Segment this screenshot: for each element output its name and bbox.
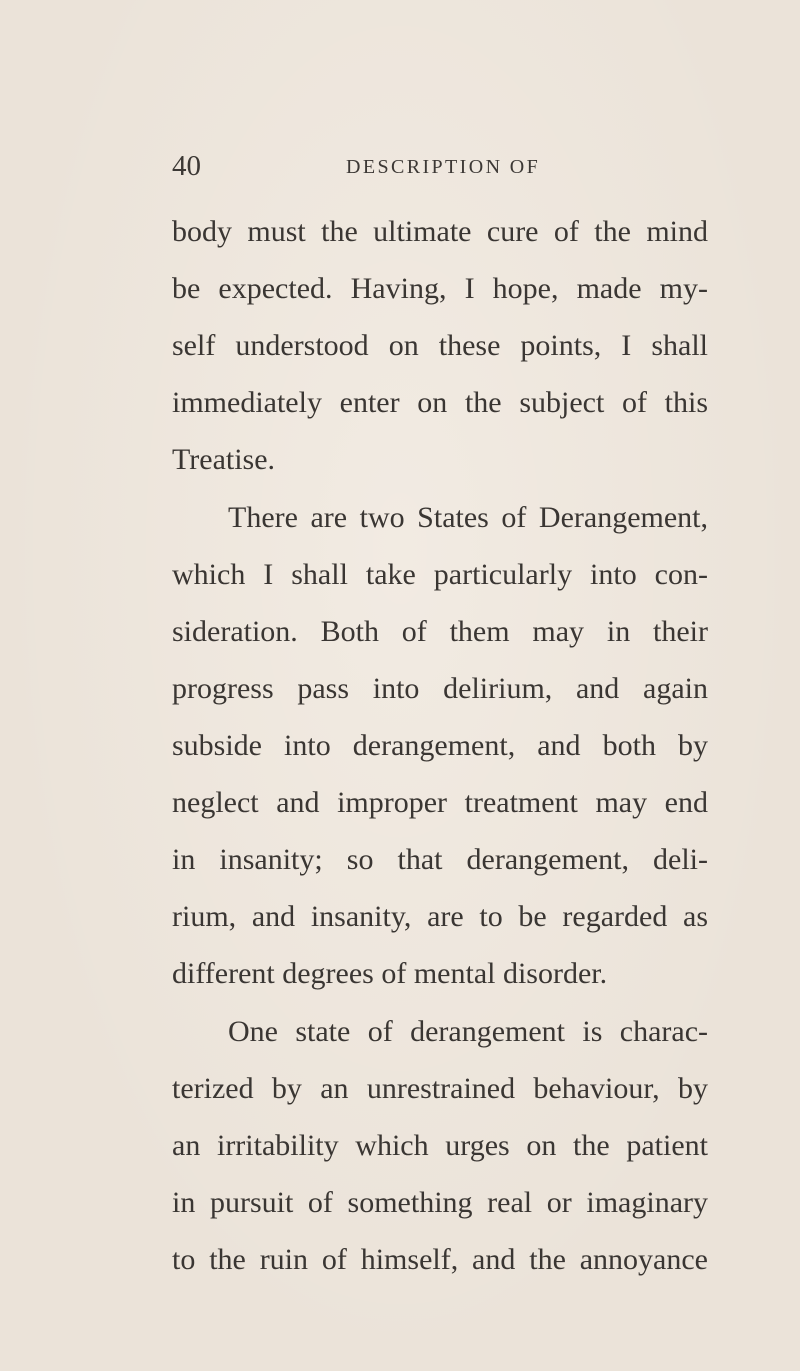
text-line: to the ruin of himself, and the annoyance	[172, 1243, 708, 1276]
text-line: different degrees of mental disorder.	[172, 957, 608, 990]
text-line: an irritability which urges on the patient	[172, 1129, 708, 1162]
text-line: subside into derangement, and both by	[172, 729, 708, 762]
text-line: which I shall take particularly into con-	[172, 558, 708, 591]
running-title: DESCRIPTION OF	[346, 156, 541, 178]
text-line: neglect and improper treatment may end	[172, 786, 708, 819]
text-line: self understood on these points, I shall	[172, 329, 708, 362]
text-line: terized by an unrestrained behaviour, by	[172, 1072, 708, 1105]
running-head	[172, 146, 708, 186]
paragraph-start-line: There are two States of Derangement,	[228, 501, 708, 534]
text-line: progress pass into delirium, and again	[172, 672, 708, 705]
text-line: be expected. Having, I hope, made my-	[172, 272, 708, 305]
text-line: rium, and insanity, are to be regarded as	[172, 900, 708, 933]
text-line: sideration. Both of them may in their	[172, 615, 708, 648]
page-number: 40	[172, 150, 201, 182]
text-line: immediately enter on the subject of this	[172, 386, 708, 419]
paragraph-start-line: One state of derangement is charac-	[228, 1015, 708, 1048]
text-line: body must the ultimate cure of the mind	[172, 215, 708, 248]
text-line: in pursuit of something real or imaginary	[172, 1186, 708, 1219]
text-line: Treatise.	[172, 443, 276, 476]
text-line: in insanity; so that derangement, deli-	[172, 843, 708, 876]
